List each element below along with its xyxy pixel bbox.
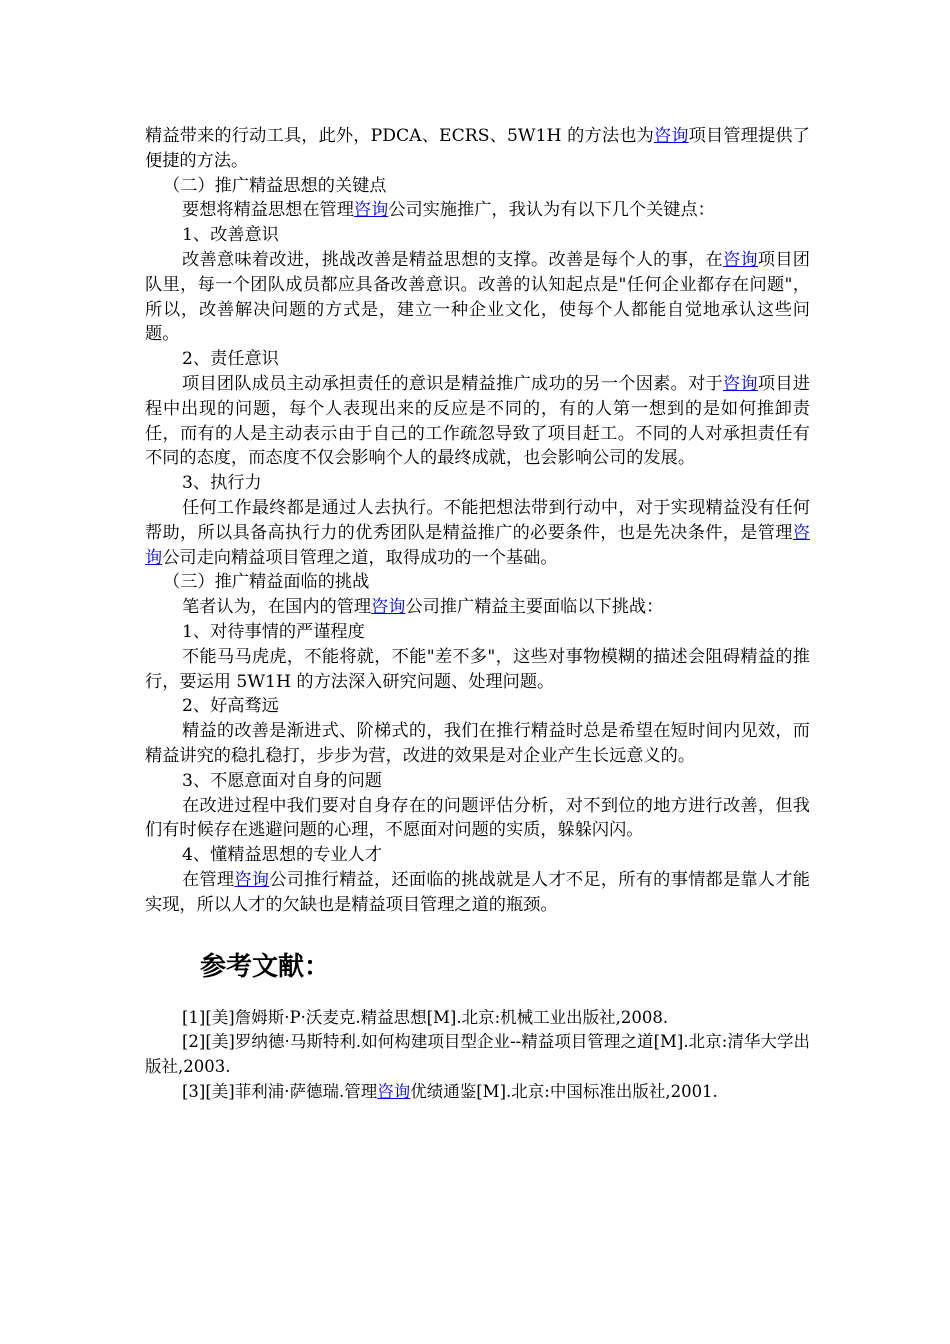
reference-item <box>145 1030 810 1080</box>
text-run: 公司实施推广，我认为有以下几个关键点： <box>388 200 715 221</box>
reference-item <box>145 1006 810 1031</box>
document-body <box>145 124 810 1105</box>
text-run: 不能马马虎虎，不能将就，不能"差不多"，这些对事物模糊的描述会阻碍精益的推行，要运用 5W1H 的方法深入研究问题、处理问题。 <box>145 646 810 692</box>
body-paragraph <box>145 794 810 844</box>
body-paragraph <box>145 198 810 223</box>
references-heading: 参考文献： <box>200 951 331 982</box>
paragraph-list <box>145 124 810 918</box>
text-run: 2、好高骛远 <box>182 696 279 717</box>
consulting-link[interactable]: 咨询 <box>377 1081 411 1101</box>
text-run: 公司走向精益项目管理之道，取得成功的一个基础。 <box>162 547 558 568</box>
text-run: 4、懂精益思想的专业人才 <box>182 845 382 866</box>
text-run: 在改进过程中我们要对自身存在的问题评估分析，对不到位的地方进行改善，但我们有时候存在逃避问题的心理，不愿面对问题的实质，躲躲闪闪。 <box>145 795 810 841</box>
text-run: 任何工作最终都是通过人去执行。不能把想法带到行动中，对于实现精益没有任何帮助，所以具备高执行力的优秀团队是精益推广的必要条件，也是先决条件，是管理 <box>145 497 810 543</box>
text-run: 项目团队里，每一个团队成员都应具备改善意识。改善的认知起点是"任何企业都存在问题"，所以，改善解决问题的方式是，建立一种企业文化，使每个人都能自觉地承认这些问题。 <box>145 249 810 345</box>
text-run: （二）推广精益思想的关键点 <box>163 175 387 196</box>
body-paragraph <box>145 248 810 347</box>
text-run: 优绩通鉴[M].北京:中国标准出版社,2001. <box>410 1081 718 1101</box>
consulting-link[interactable]: 咨询 <box>722 373 758 394</box>
text-run: 在管理 <box>182 869 235 890</box>
text-run: 1、对待事情的严谨程度 <box>182 621 365 642</box>
text-run: [1][美]詹姆斯·P·沃麦克.精益思想[M].北京:机械工业出版社,2008. <box>182 1007 669 1027</box>
text-run: 要想将精益思想在管理 <box>182 200 354 221</box>
text-run: 笔者认为，在国内的管理 <box>182 597 372 618</box>
body-paragraph <box>145 595 810 620</box>
subsection-heading <box>145 471 810 496</box>
text-run: （三）推广精益面临的挑战 <box>163 572 370 593</box>
body-paragraph <box>145 372 810 471</box>
subsection-heading <box>145 843 810 868</box>
section-heading <box>145 570 810 595</box>
text-run: 1、改善意识 <box>182 225 279 246</box>
subsection-heading <box>145 769 810 794</box>
text-run: 3、不愿意面对自身的问题 <box>182 770 382 791</box>
text-run: 精益带来的行动工具，此外，PDCA、ECRS、5W1H 的方法也为 <box>145 126 654 146</box>
text-run: 精益的改善是渐进式、阶梯式的，我们在推行精益时总是希望在短时间内见效，而精益讲究的稳扎稳打，步步为营，改进的效果是对企业产生长远意义的。 <box>145 721 810 766</box>
subsection-heading <box>145 694 810 719</box>
consulting-link[interactable]: 咨询 <box>653 126 689 146</box>
text-run: 公司推行精益，还面临的挑战就是人才不足，所有的事情都是靠人才能实现，所以人才的欠缺也是精益项目管理之道的瓶颈。 <box>145 869 810 915</box>
reference-item <box>145 1080 810 1105</box>
text-run: 项目进程中出现的问题，每个人表现出来的反应是不同的，有的人第一想到的是如何推卸责任，而有的人是主动表示由于自己的工作疏忽导致了项目赶工。不同的人对承担责任有不同的态度，而态度不仅会影响个人的最终成就，也会影响公司的发展。 <box>145 373 810 469</box>
body-paragraph <box>145 719 810 769</box>
text-run: 项目团队成员主动承担责任的意识是精益推广成功的另一个因素。对于 <box>182 373 723 394</box>
consulting-link[interactable]: 咨询 <box>234 869 270 890</box>
subsection-heading <box>145 620 810 645</box>
text-run: 3、执行力 <box>182 473 262 494</box>
consulting-link[interactable]: 咨询 <box>722 249 758 270</box>
text-run: [2][美]罗纳德·马斯特利.如何构建项目型企业--精益项目管理之道[M].北京:清华大学出版社,2003. <box>145 1032 810 1077</box>
body-paragraph <box>145 645 810 695</box>
body-paragraph <box>145 868 810 918</box>
text-run: 2、责任意识 <box>182 349 279 370</box>
subsection-heading <box>145 347 810 372</box>
subsection-heading <box>145 223 810 248</box>
text-run: 公司推广精益主要面临以下挑战： <box>405 597 664 618</box>
body-paragraph <box>145 496 810 570</box>
consulting-link[interactable]: 咨询 <box>353 200 389 221</box>
reference-list <box>145 1006 810 1105</box>
section-heading <box>145 174 810 199</box>
text-run: [3][美]菲利浦·萨德瑞.管理 <box>182 1081 378 1101</box>
text-run: 项目管理提供了便捷的方法。 <box>145 126 810 171</box>
body-paragraph <box>145 124 810 174</box>
consulting-link[interactable]: 咨询 <box>371 597 406 618</box>
consulting-link[interactable]: 咨询 <box>145 522 810 568</box>
text-run: 改善意味着改进，挑战改善是精益思想的支撑。改善是每个人的事，在 <box>182 249 723 270</box>
